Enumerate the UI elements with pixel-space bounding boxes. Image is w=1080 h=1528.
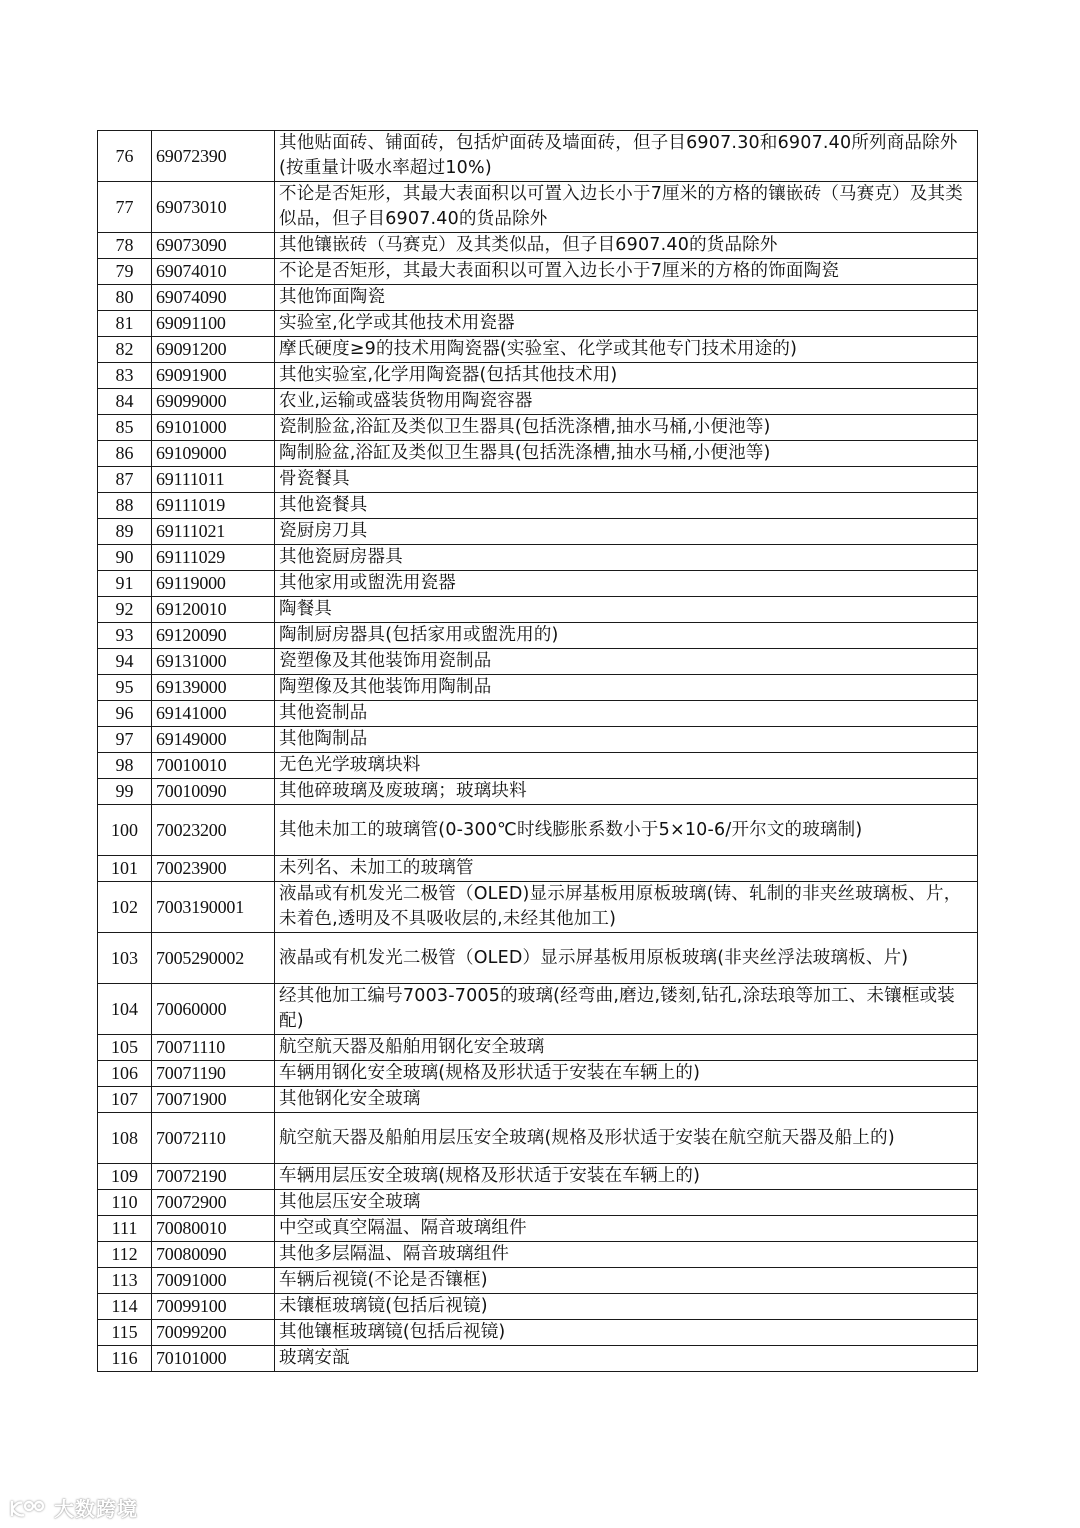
table-row	[98, 779, 978, 805]
description-cell: 瓷制脸盆,浴缸及类似卫生器具(包括洗涤槽,抽水马桶,小便池等)	[275, 415, 978, 441]
hs-code-cell: 70071190	[152, 1061, 275, 1087]
table-row	[98, 131, 978, 182]
hs-code-cell: 69139000	[152, 675, 275, 701]
row-index-cell: 107	[98, 1087, 152, 1113]
description-cell: 中空或真空隔温、隔音玻璃组件	[275, 1216, 978, 1242]
description-cell: 瓷塑像及其他装饰用瓷制品	[275, 649, 978, 675]
table-row	[98, 805, 978, 856]
description-cell: 陶塑像及其他装饰用陶制品	[275, 675, 978, 701]
hs-code-cell: 70099200	[152, 1320, 275, 1346]
table-row	[98, 597, 978, 623]
row-index-cell: 93	[98, 623, 152, 649]
row-index-cell: 77	[98, 182, 152, 233]
table-row	[98, 1087, 978, 1113]
hs-code-cell: 70072110	[152, 1113, 275, 1164]
table-row	[98, 933, 978, 984]
table-row	[98, 545, 978, 571]
description-cell: 其他瓷厨房器具	[275, 545, 978, 571]
table-row	[98, 623, 978, 649]
row-index-cell: 89	[98, 519, 152, 545]
row-index-cell: 116	[98, 1346, 152, 1372]
table-row	[98, 259, 978, 285]
description-cell: 其他瓷餐具	[275, 493, 978, 519]
row-index-cell: 81	[98, 311, 152, 337]
row-index-cell: 85	[98, 415, 152, 441]
description-cell: 其他家用或盥洗用瓷器	[275, 571, 978, 597]
hs-code-cell: 69074090	[152, 285, 275, 311]
watermark-text: 大数跨境	[54, 1497, 138, 1521]
hs-code-cell: 70023900	[152, 856, 275, 882]
description-cell: 瓷厨房刀具	[275, 519, 978, 545]
table-row	[98, 363, 978, 389]
row-index-cell: 98	[98, 753, 152, 779]
hs-code-cell: 70080010	[152, 1216, 275, 1242]
hs-code-cell: 69111011	[152, 467, 275, 493]
hs-code-cell: 69109000	[152, 441, 275, 467]
table-row	[98, 233, 978, 259]
row-index-cell: 84	[98, 389, 152, 415]
row-index-cell: 92	[98, 597, 152, 623]
description-cell: 不论是否矩形，其最大表面积以可置入边长小于7厘米的方格的饰面陶瓷	[275, 259, 978, 285]
hs-code-cell: 69072390	[152, 131, 275, 182]
row-index-cell: 102	[98, 882, 152, 933]
table-body	[98, 131, 978, 1372]
description-cell: 经其他加工编号7003-7005的玻璃(经弯曲,磨边,镂刻,钻孔,涂珐琅等加工、未镶框或装配)	[275, 984, 978, 1035]
row-index-cell: 78	[98, 233, 152, 259]
row-index-cell: 100	[98, 805, 152, 856]
table-row	[98, 467, 978, 493]
table-row	[98, 1216, 978, 1242]
hs-code-cell: 69111019	[152, 493, 275, 519]
row-index-cell: 90	[98, 545, 152, 571]
row-index-cell: 115	[98, 1320, 152, 1346]
row-index-cell: 87	[98, 467, 152, 493]
table-row	[98, 571, 978, 597]
row-index-cell: 99	[98, 779, 152, 805]
watermark	[8, 1493, 138, 1522]
description-cell: 其他饰面陶瓷	[275, 285, 978, 311]
row-index-cell: 95	[98, 675, 152, 701]
description-cell: 不论是否矩形，其最大表面积以可置入边长小于7厘米的方格的镶嵌砖（马赛克）及其类似品，但子目6907.40的货品除外	[275, 182, 978, 233]
hs-code-cell: 69073090	[152, 233, 275, 259]
description-cell: 未镶框玻璃镜(包括后视镜)	[275, 1294, 978, 1320]
hs-code-cell: 69111021	[152, 519, 275, 545]
hs-code-cell: 69074010	[152, 259, 275, 285]
table-row	[98, 389, 978, 415]
table-row	[98, 753, 978, 779]
hs-code-cell: 70023200	[152, 805, 275, 856]
row-index-cell: 111	[98, 1216, 152, 1242]
description-cell: 摩氏硬度≥9的技术用陶瓷器(实验室、化学或其他专门技术用途的)	[275, 337, 978, 363]
row-index-cell: 82	[98, 337, 152, 363]
description-cell: 玻璃安瓿	[275, 1346, 978, 1372]
description-cell: 其他实验室,化学用陶瓷器(包括其他技术用)	[275, 363, 978, 389]
hs-code-cell: 70010090	[152, 779, 275, 805]
table-row	[98, 1346, 978, 1372]
row-index-cell: 105	[98, 1035, 152, 1061]
hs-code-cell: 69091200	[152, 337, 275, 363]
description-cell: 其他层压安全玻璃	[275, 1190, 978, 1216]
row-index-cell: 114	[98, 1294, 152, 1320]
table-row	[98, 1268, 978, 1294]
hs-code-cell: 69141000	[152, 701, 275, 727]
table-row	[98, 1190, 978, 1216]
hs-code-cell: 7005290002	[152, 933, 275, 984]
table-row	[98, 441, 978, 467]
description-cell: 骨瓷餐具	[275, 467, 978, 493]
row-index-cell: 76	[98, 131, 152, 182]
table-row	[98, 1061, 978, 1087]
table-row	[98, 727, 978, 753]
hs-code-cell: 69119000	[152, 571, 275, 597]
hs-code-cell: 69091900	[152, 363, 275, 389]
description-cell: 其他贴面砖、铺面砖，包括炉面砖及墙面砖，但子目6907.30和6907.40所列商品除外(按重量计吸水率超过10%)	[275, 131, 978, 182]
description-cell: 车辆用层压安全玻璃(规格及形状适于安装在车辆上的)	[275, 1164, 978, 1190]
row-index-cell: 108	[98, 1113, 152, 1164]
description-cell: 液晶或有机发光二极管（OLED）显示屏基板用原板玻璃(非夹丝浮法玻璃板、片)	[275, 933, 978, 984]
description-cell: 其他碎玻璃及废玻璃；玻璃块料	[275, 779, 978, 805]
description-cell: 陶制脸盆,浴缸及类似卫生器具(包括洗涤槽,抽水马桶,小便池等)	[275, 441, 978, 467]
description-cell: 实验室,化学或其他技术用瓷器	[275, 311, 978, 337]
description-cell: 未列名、未加工的玻璃管	[275, 856, 978, 882]
row-index-cell: 101	[98, 856, 152, 882]
table-row	[98, 1242, 978, 1268]
description-cell: 其他镶嵌砖（马赛克）及其类似品，但子目6907.40的货品除外	[275, 233, 978, 259]
kdoo-logo-icon	[8, 1497, 48, 1519]
table-row	[98, 493, 978, 519]
row-index-cell: 86	[98, 441, 152, 467]
row-index-cell: 79	[98, 259, 152, 285]
row-index-cell: 112	[98, 1242, 152, 1268]
row-index-cell: 113	[98, 1268, 152, 1294]
description-cell: 液晶或有机发光二极管（OLED)显示屏基板用原板玻璃(铸、轧制的非夹丝玻璃板、片，未着色,透明及不具吸收层的,未经其他加工)	[275, 882, 978, 933]
hs-code-cell: 70080090	[152, 1242, 275, 1268]
table-row	[98, 649, 978, 675]
description-cell: 车辆后视镜(不论是否镶框)	[275, 1268, 978, 1294]
row-index-cell: 109	[98, 1164, 152, 1190]
hs-code-cell: 7003190001	[152, 882, 275, 933]
hs-code-table	[97, 130, 978, 1372]
table-row	[98, 1035, 978, 1061]
description-cell: 陶餐具	[275, 597, 978, 623]
description-cell: 陶制厨房器具(包括家用或盥洗用的)	[275, 623, 978, 649]
row-index-cell: 106	[98, 1061, 152, 1087]
row-index-cell: 104	[98, 984, 152, 1035]
table-row	[98, 285, 978, 311]
hs-code-cell: 69101000	[152, 415, 275, 441]
description-cell: 航空航天器及船舶用钢化安全玻璃	[275, 1035, 978, 1061]
table-row	[98, 675, 978, 701]
hs-code-cell: 70099100	[152, 1294, 275, 1320]
table-row	[98, 1320, 978, 1346]
row-index-cell: 110	[98, 1190, 152, 1216]
row-index-cell: 94	[98, 649, 152, 675]
hs-code-cell: 70071900	[152, 1087, 275, 1113]
hs-code-cell: 69131000	[152, 649, 275, 675]
hs-code-cell: 69073010	[152, 182, 275, 233]
table-row	[98, 1164, 978, 1190]
hs-code-cell: 69099000	[152, 389, 275, 415]
row-index-cell: 97	[98, 727, 152, 753]
hs-code-cell: 70101000	[152, 1346, 275, 1372]
hs-code-cell: 69091100	[152, 311, 275, 337]
description-cell: 航空航天器及船舶用层压安全玻璃(规格及形状适于安装在航空航天器及船上的)	[275, 1113, 978, 1164]
row-index-cell: 103	[98, 933, 152, 984]
hs-code-cell: 70010010	[152, 753, 275, 779]
table-row	[98, 519, 978, 545]
hs-code-cell: 69149000	[152, 727, 275, 753]
table-row	[98, 337, 978, 363]
description-cell: 其他瓷制品	[275, 701, 978, 727]
table-row	[98, 311, 978, 337]
table-row	[98, 882, 978, 933]
table-row	[98, 182, 978, 233]
description-cell: 无色光学玻璃块料	[275, 753, 978, 779]
description-cell: 其他钢化安全玻璃	[275, 1087, 978, 1113]
hs-code-cell: 70060000	[152, 984, 275, 1035]
table-row	[98, 1113, 978, 1164]
hs-code-cell: 70072900	[152, 1190, 275, 1216]
description-cell: 其他未加工的玻璃管(0-300℃时线膨胀系数小于5×10-6/开尔文的玻璃制)	[275, 805, 978, 856]
hs-code-cell: 70072190	[152, 1164, 275, 1190]
description-cell: 其他多层隔温、隔音玻璃组件	[275, 1242, 978, 1268]
row-index-cell: 88	[98, 493, 152, 519]
table-row	[98, 1294, 978, 1320]
description-cell: 车辆用钢化安全玻璃(规格及形状适于安装在车辆上的)	[275, 1061, 978, 1087]
row-index-cell: 80	[98, 285, 152, 311]
row-index-cell: 83	[98, 363, 152, 389]
table-row	[98, 856, 978, 882]
hs-code-cell: 69120010	[152, 597, 275, 623]
hs-code-cell: 70071110	[152, 1035, 275, 1061]
description-cell: 其他镶框玻璃镜(包括后视镜)	[275, 1320, 978, 1346]
table-row	[98, 415, 978, 441]
hs-code-cell: 69120090	[152, 623, 275, 649]
hs-code-cell: 69111029	[152, 545, 275, 571]
description-cell: 其他陶制品	[275, 727, 978, 753]
hs-code-cell: 70091000	[152, 1268, 275, 1294]
table-row	[98, 701, 978, 727]
row-index-cell: 96	[98, 701, 152, 727]
table-row	[98, 984, 978, 1035]
description-cell: 农业,运输或盛装货物用陶瓷容器	[275, 389, 978, 415]
row-index-cell: 91	[98, 571, 152, 597]
